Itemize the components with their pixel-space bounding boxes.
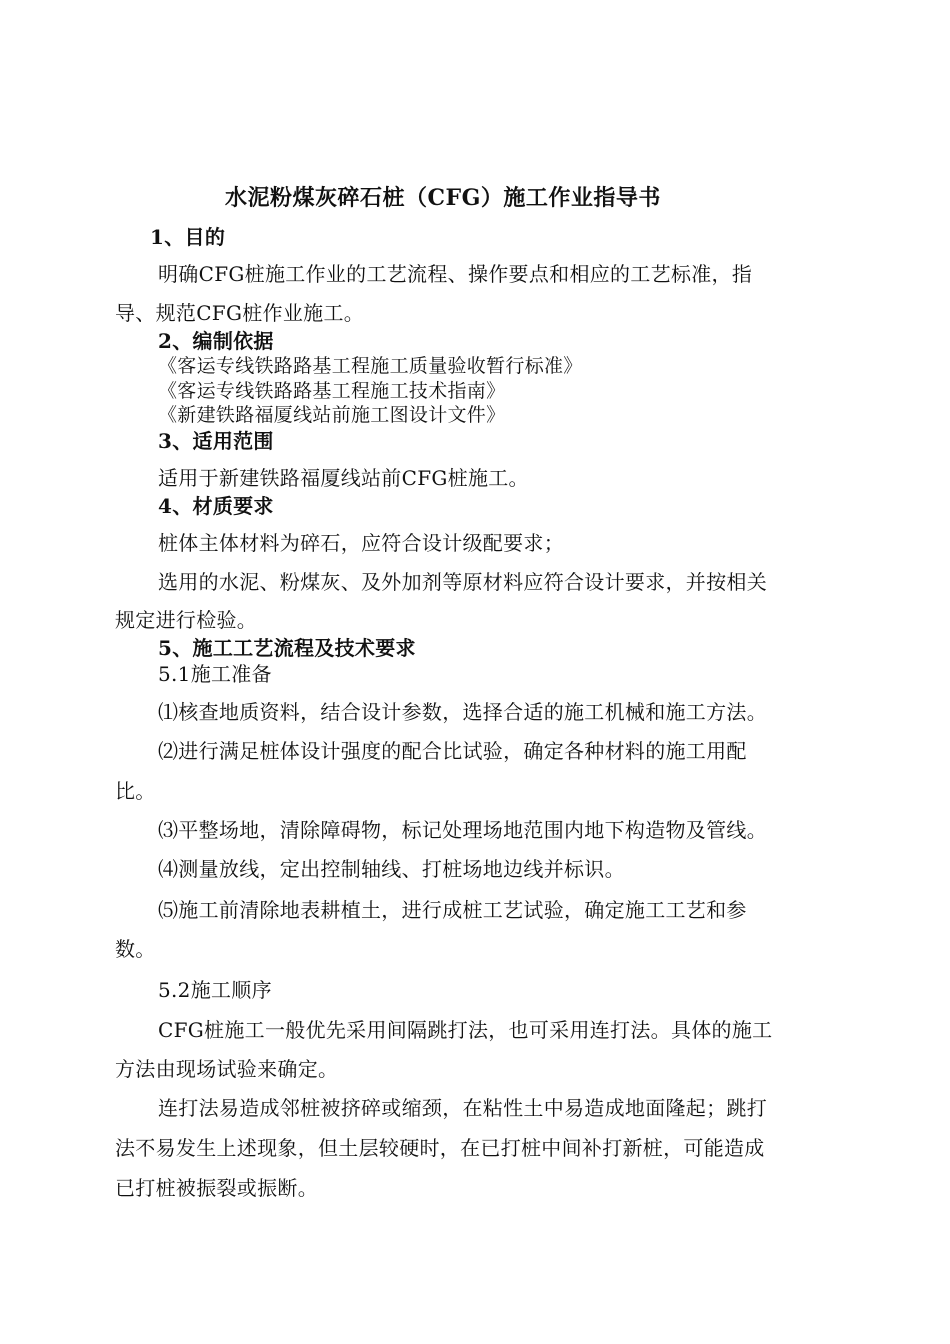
paragraph-line: 已打桩被振裂或振断。 bbox=[115, 1176, 318, 1200]
list-item: ⑷测量放线，定出控制轴线、打桩场地边线并标识。 bbox=[158, 857, 625, 881]
section-heading-purpose: 1、目的 bbox=[150, 225, 226, 249]
subsection-heading: 5.1施工准备 bbox=[158, 662, 272, 686]
paragraph-line: 连打法易造成邻桩被挤碎或缩颈，在粘性土中易造成地面隆起；跳打 bbox=[158, 1096, 767, 1120]
list-item: ⑸施工前清除地表耕植土，进行成桩工艺试验，确定施工工艺和参 bbox=[158, 898, 747, 922]
reference-item: 《客运专线铁路路基工程施工质量验收暂行标准》 bbox=[158, 355, 583, 377]
paragraph-line: 选用的水泥、粉煤灰、及外加剂等原材料应符合设计要求，并按相关 bbox=[158, 570, 767, 594]
section-heading-basis: 2、编制依据 bbox=[158, 329, 274, 353]
document-title: 水泥粉煤灰碎石桩（CFG）施工作业指导书 bbox=[225, 185, 661, 211]
list-item: 数。 bbox=[115, 937, 156, 961]
section-heading-scope: 3、适用范围 bbox=[158, 429, 274, 453]
section-heading-material: 4、材质要求 bbox=[158, 494, 274, 518]
subsection-heading: 5.2施工顺序 bbox=[158, 978, 272, 1002]
paragraph-line: 桩体主体材料为碎石，应符合设计级配要求； bbox=[158, 531, 564, 555]
paragraph-line: 法不易发生上述现象，但土层较硬时，在已打桩中间补打新桩，可能造成 bbox=[115, 1136, 765, 1160]
list-item: 比。 bbox=[115, 779, 156, 803]
reference-item: 《客运专线铁路路基工程施工技术指南》 bbox=[158, 380, 506, 402]
paragraph-line: 方法由现场试验来确定。 bbox=[115, 1057, 339, 1081]
list-item: ⑶平整场地，清除障碍物，标记处理场地范围内地下构造物及管线。 bbox=[158, 818, 767, 842]
paragraph-line: 适用于新建铁路福厦线站前CFG桩施工。 bbox=[158, 466, 529, 490]
paragraph-line: CFG桩施工一般优先采用间隔跳打法，也可采用连打法。具体的施工 bbox=[158, 1018, 773, 1042]
list-item: ⑴核查地质资料，结合设计参数，选择合适的施工机械和施工方法。 bbox=[158, 700, 767, 724]
paragraph-line: 导、规范CFG桩作业施工。 bbox=[115, 301, 365, 325]
paragraph-line: 规定进行检验。 bbox=[115, 608, 258, 632]
reference-item: 《新建铁路福厦线站前施工图设计文件》 bbox=[158, 404, 506, 426]
section-heading-process: 5、施工工艺流程及技术要求 bbox=[158, 636, 416, 660]
paragraph-line: 明确CFG桩施工作业的工艺流程、操作要点和相应的工艺标准，指 bbox=[158, 262, 753, 286]
list-item: ⑵进行满足桩体设计强度的配合比试验，确定各种材料的施工用配 bbox=[158, 739, 747, 763]
